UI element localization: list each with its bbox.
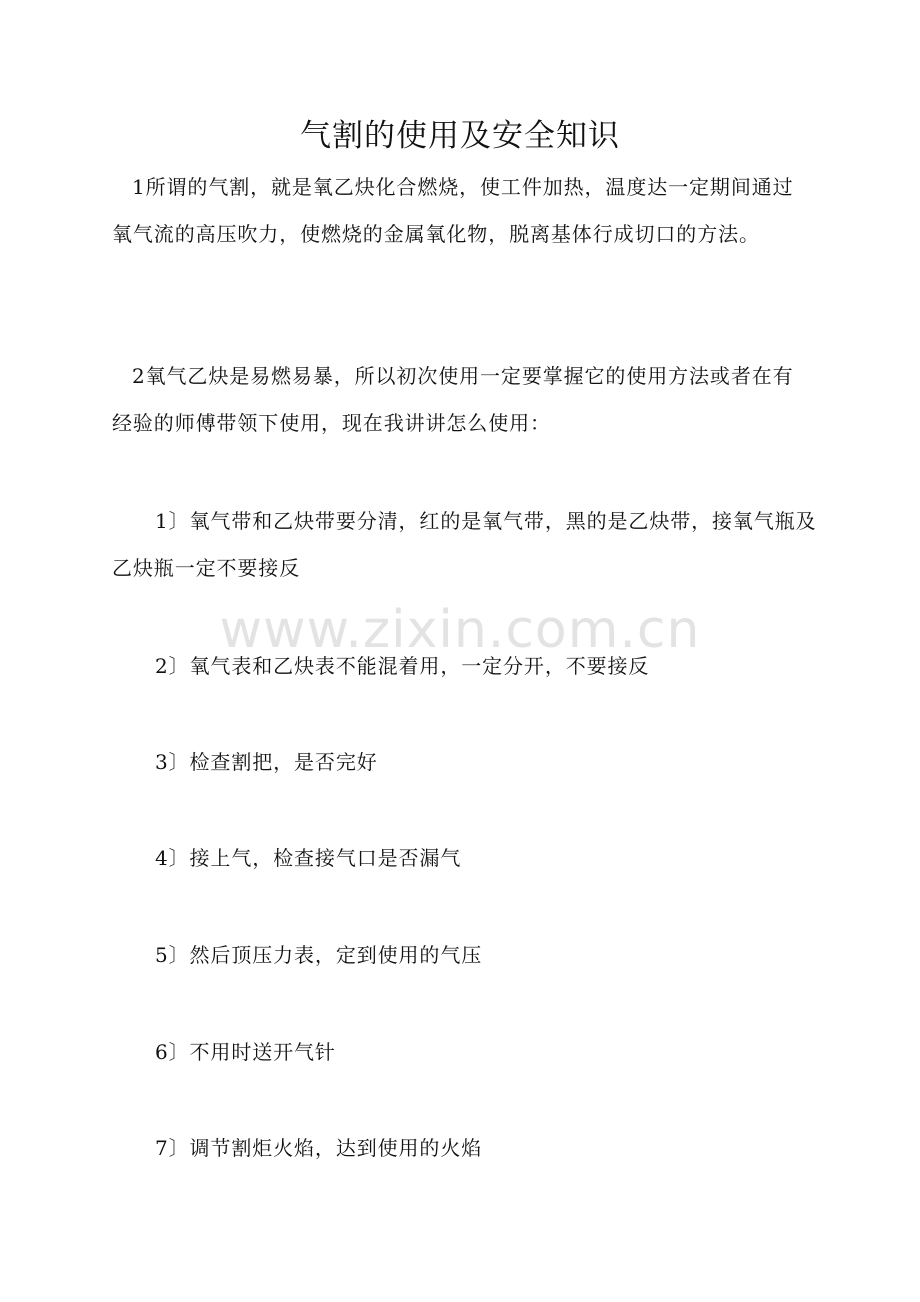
paragraph-usage-intro: 2氧气乙炔是易燃易暴，所以初次使用一定要掌握它的使用方法或者在有经验的师傅带领下使用，现在我讲讲怎么使用： [112, 364, 794, 435]
step-item-1: 1〕氧气带和乙炔带要分清，红的是氧气带，黑的是乙炔带，接氧气瓶及乙炔瓶一定不要接反 [112, 509, 817, 580]
step-item-7: 7〕调节割炬火焰，达到使用的火焰 [155, 1136, 483, 1160]
step-item-4: 4〕接上气，检查接气口是否漏气 [155, 846, 462, 870]
watermark-text: www.zixin.com.cn [219, 600, 701, 660]
paragraph-definition: 1所谓的气割，就是氧乙炔化合燃烧，使工件加热，温度达一定期间通过氧气流的高压吹力，使燃烧的金属氧化物，脱离基体行成切口的方法。 [112, 175, 794, 246]
step-item-6: 6〕不用时送开气针 [155, 1040, 336, 1064]
step-item-2: 2〕氧气表和乙炔表不能混着用，一定分开，不要接反 [155, 654, 650, 678]
step-item-3: 3〕检查割把，是否完好 [155, 750, 378, 774]
document-title: 气割的使用及安全知识 [300, 118, 620, 154]
step-item-5: 5〕然后顶压力表，定到使用的气压 [155, 943, 483, 967]
